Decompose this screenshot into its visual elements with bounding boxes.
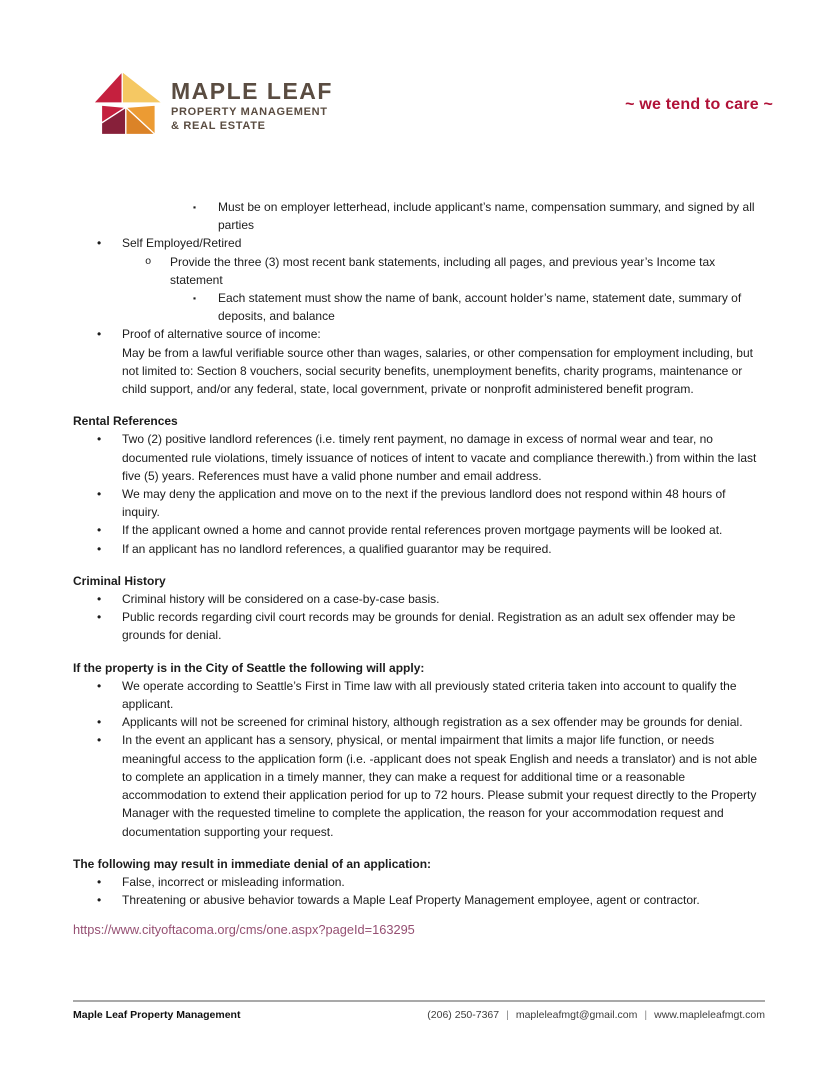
- list-item: [73, 713, 765, 731]
- list-item-text: Public records regarding civil court records may be grounds for denial. Registration as an adult sex offender may be grounds for denial.: [122, 610, 736, 643]
- bullet-marker: ▪: [193, 293, 197, 304]
- logo-subtitle-property-management: PROPERTY MANAGEMENT: [171, 105, 328, 118]
- list-item-text: Must be on employer letterhead, include applicant’s name, compensation summary, and signed by all parties: [218, 200, 755, 233]
- cityoftacoma-link[interactable]: https://www.cityoftacoma.org/cms/one.aspx?pageId=163295: [73, 922, 415, 938]
- footer-email: mapleleafmgt@gmail.com: [515, 1009, 638, 1021]
- document-section: [73, 855, 765, 910]
- bullet-marker: •: [97, 610, 102, 625]
- section-heading: The following may result in immediate denial of an application:: [73, 856, 432, 871]
- list-item: [73, 731, 765, 840]
- bullet-marker: ▪: [193, 202, 197, 212]
- logo-wordmark: [171, 80, 333, 132]
- list-item-text: In the event an applicant has a sensory, physical, or mental impairment that limits a major life function, or needs meaningful access to the application form (i.e. -applicant does not speak English and needs a translator) and is not able to complete an application in a timely manner, they can make a request for additional time or a reasonable accommodation to extend their application period for up to 72 hours. Please submit your request directly to the Property Manager with the requested timeline to complete the application, the reason for your accommodation request and documentation supporting your request.: [122, 733, 758, 839]
- list-item-text: Criminal history will be considered on a case-by-case basis.: [122, 592, 440, 607]
- section-heading: If the property is in the City of Seattle the following will apply:: [73, 660, 425, 675]
- logo-title: MAPLE LEAF: [171, 78, 333, 104]
- list-item: [73, 608, 765, 644]
- list-item-text: If an applicant has no landlord references, a qualified guarantor may be required.: [122, 541, 552, 556]
- list-item: [73, 325, 765, 398]
- list-item-text: Self Employed/Retired: [122, 236, 242, 251]
- bullet-marker: •: [97, 592, 102, 607]
- bullet-marker: o: [145, 255, 152, 268]
- list-item-text: Provide the three (3) most recent bank statements, including all pages, and previous year’s Income tax statement: [170, 254, 716, 287]
- bullet-marker: •: [97, 487, 102, 502]
- intro-bullet-list: [73, 198, 765, 398]
- sections-container: [73, 412, 765, 909]
- list-item-text: If the applicant owned a home and cannot provide rental references proven mortgage payments will be looked at.: [122, 523, 723, 538]
- list-item: [73, 430, 765, 485]
- bullet-marker: •: [97, 236, 102, 251]
- list-item: [73, 234, 765, 252]
- logo-subtitle-real-estate: & REAL ESTATE: [171, 120, 266, 132]
- list-item: [73, 485, 765, 521]
- list-item: [73, 873, 765, 891]
- bullet-marker: •: [97, 523, 102, 538]
- logo-roof-right: [122, 71, 162, 103]
- footer-website: www.mapleleafmgt.com: [654, 1009, 765, 1021]
- bullet-marker: •: [97, 327, 102, 342]
- footer-contact-info: [427, 1008, 765, 1022]
- list-item-text: Threatening or abusive behavior towards a Maple Leaf Property Management employee, agent or contractor.: [122, 893, 700, 908]
- list-item: [73, 521, 765, 539]
- list-item: [73, 677, 765, 713]
- footer-phone: (206) 250-7367: [427, 1009, 500, 1021]
- footer-company-name: Maple Leaf Property Management: [73, 1009, 241, 1021]
- footer-divider: [73, 1000, 765, 1002]
- list-item: [73, 289, 765, 325]
- bullet-marker: •: [97, 541, 102, 556]
- list-item: [73, 590, 765, 608]
- list-item: [73, 253, 765, 289]
- list-item-continuation: May be from a lawful verifiable source other than wages, salaries, or other compensation for employment including, but not limited to: Section 8 vouchers, social security benefits, unemployment benefits, charity programs, maintenance or child support, and/or any federal, state, local government, private or nonprofit administered benefit program.: [122, 345, 753, 397]
- document-section: [73, 659, 765, 841]
- section-heading: Rental References: [73, 414, 178, 429]
- bullet-marker: •: [97, 893, 102, 908]
- company-tagline: ~ we tend to care ~: [625, 96, 773, 113]
- list-item: [73, 540, 765, 558]
- list-item-text: Each statement must show the name of bank, account holder’s name, statement date, summary of deposits, and balance: [218, 291, 742, 324]
- bullet-marker: •: [97, 733, 102, 748]
- footer-separator: |: [644, 1009, 648, 1021]
- list-item-text: Proof of alternative source of income: May be from a lawful verifiable source other than wages, salaries, or other compensation for employment including, but not limited to: Section 8 vouchers, social security benefits, unemployment benefits, charity programs, maintenance or child support, and/or any federal, state, local government, private or nonprofit administered benefit program.: [122, 325, 765, 398]
- bullet-marker: •: [97, 715, 102, 730]
- list-item-text: We may deny the application and move on to the next if the previous landlord does not respond within 48 hours of inquiry.: [122, 487, 726, 520]
- maple-leaf-house-logo-icon: [92, 70, 164, 136]
- document-section: [73, 572, 765, 645]
- bullet-marker: •: [97, 874, 102, 889]
- list-item-text: We operate according to Seattle’s First in Time law with all previously stated criteria taken into account to qualify the applicant.: [122, 678, 737, 712]
- document-body: [73, 198, 765, 940]
- bullet-marker: •: [97, 432, 102, 447]
- list-item: [73, 891, 765, 909]
- list-item-text: Two (2) positive landlord references (i.e. timely rent payment, no damage in excess of normal wear and tear, no documented rule violations, timely issuance of notices of intent to vacate and compliance therewith.) from within the last five (5) years. References must have a valid phone number and email address.: [122, 432, 757, 483]
- bullet-marker: •: [97, 678, 102, 693]
- document-section: [73, 412, 765, 558]
- section-heading: Criminal History: [73, 573, 166, 588]
- footer: [73, 1008, 765, 1022]
- footer-separator: |: [506, 1009, 509, 1021]
- logo-roof-left: [94, 71, 123, 103]
- list-item-text: False, incorrect or misleading information.: [122, 874, 345, 889]
- list-item-text: Applicants will not be screened for criminal history, although registration as a sex offender may be grounds for denial.: [122, 715, 743, 730]
- list-item: [73, 198, 765, 234]
